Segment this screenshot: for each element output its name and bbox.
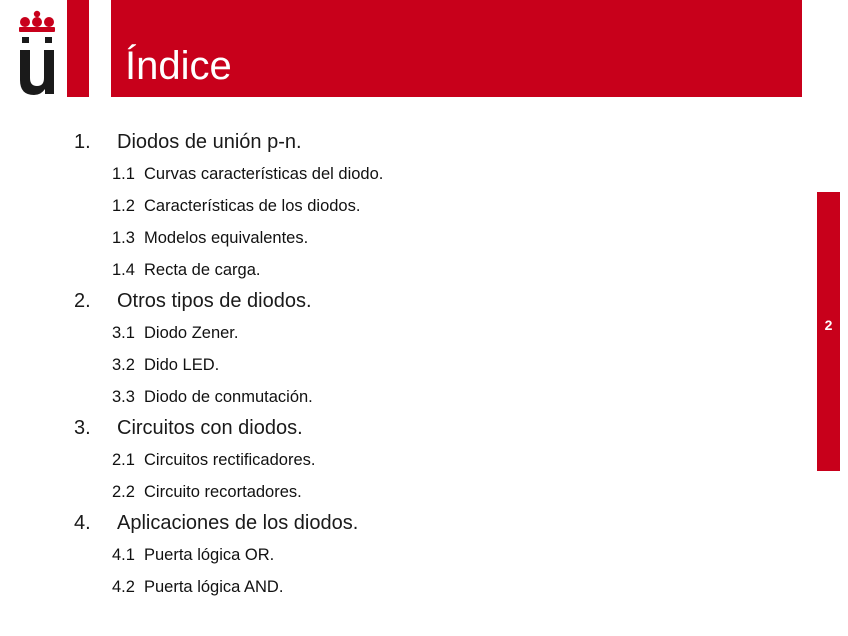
slide-title: Índice: [125, 44, 232, 88]
table-of-contents: [74, 127, 774, 603]
subsection-label: Diodo Zener.: [144, 323, 239, 342]
subsection-number: 3.2: [112, 355, 135, 374]
subsection-number: 1.2: [112, 196, 135, 215]
toc-subsection: [74, 158, 774, 190]
toc-subsection: [74, 317, 774, 349]
section-label: Aplicaciones de los diodos.: [117, 512, 359, 534]
toc-subsection: [74, 444, 774, 476]
subsection-label: Diodo de conmutación.: [144, 387, 313, 406]
university-logo: [16, 10, 58, 96]
left-accent-bar: [67, 0, 89, 97]
page-number: 2: [824, 317, 833, 333]
section-label: Diodos de unión p-n.: [117, 131, 302, 153]
subsection-number: 2.2: [112, 482, 135, 501]
toc-subsection: [74, 539, 774, 571]
toc-section: [74, 286, 774, 317]
subsection-number: 4.2: [112, 577, 135, 596]
subsection-number: 4.1: [112, 545, 135, 564]
subsection-label: Recta de carga.: [144, 260, 261, 279]
subsection-number: 2.1: [112, 450, 135, 469]
subsection-number: 1.3: [112, 228, 135, 247]
toc-subsection: [74, 222, 774, 254]
toc-section: [74, 508, 774, 539]
section-number: 4.: [74, 512, 91, 534]
subsection-label: Curvas características del diodo.: [144, 164, 384, 183]
section-label: Otros tipos de diodos.: [117, 290, 312, 312]
toc-subsection: [74, 381, 774, 413]
toc-section: [74, 413, 774, 444]
title-banner: [111, 0, 802, 97]
subsection-label: Puerta lógica AND.: [144, 577, 284, 596]
subsection-number: 1.4: [112, 260, 135, 279]
section-number: 1.: [74, 131, 91, 153]
subsection-label: Modelos equivalentes.: [144, 228, 309, 247]
toc-subsection: [74, 571, 774, 603]
subsection-label: Circuito recortadores.: [144, 482, 302, 501]
subsection-label: Puerta lógica OR.: [144, 545, 275, 564]
section-number: 3.: [74, 417, 91, 439]
toc-section: [74, 127, 774, 158]
crown-u-icon: [16, 10, 58, 96]
subsection-label: Características de los diodos.: [144, 196, 361, 215]
section-number: 2.: [74, 290, 91, 312]
subsection-number: 1.1: [112, 164, 135, 183]
subsection-number: 3.1: [112, 323, 135, 342]
toc-subsection: [74, 349, 774, 381]
subsection-label: Circuitos rectificadores.: [144, 450, 316, 469]
subsection-number: 3.3: [112, 387, 135, 406]
section-label: Circuitos con diodos.: [117, 417, 303, 439]
subsection-label: Dido LED.: [144, 355, 220, 374]
toc-subsection: [74, 254, 774, 286]
toc-subsection: [74, 190, 774, 222]
page-number-tab: [817, 192, 840, 471]
toc-subsection: [74, 476, 774, 508]
